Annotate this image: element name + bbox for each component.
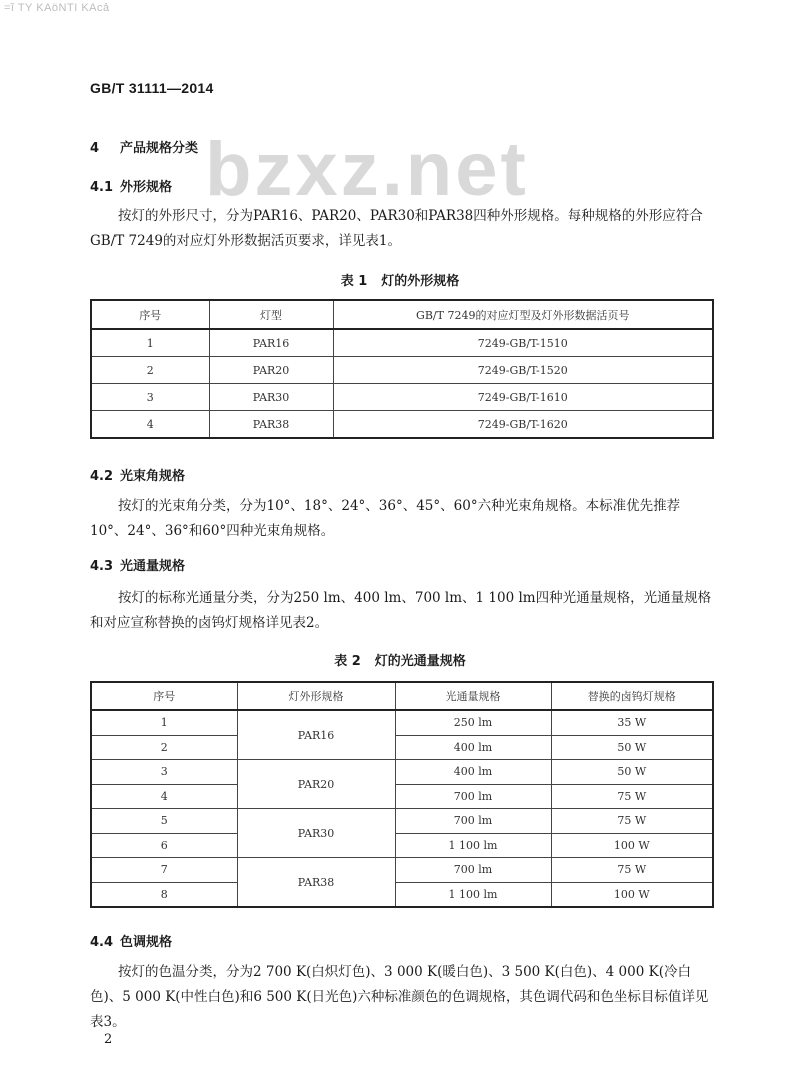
section-4-4-body	[90, 960, 716, 1035]
table-cell: 7249-GB/T-1620	[333, 411, 713, 439]
table-cell: 1	[91, 710, 237, 735]
paragraph-text: 按灯的外形尺寸，分为PAR16、PAR20、PAR30和PAR38四种外形规格。每种规格的外形应符合GB/T 7249的对应灯外形数据活页要求，详见表1。	[90, 208, 703, 249]
table-row	[91, 858, 713, 883]
column-header: 序号	[91, 682, 237, 710]
table-row	[91, 760, 713, 785]
table-row	[91, 411, 713, 439]
scan-header-mark: =ĩ TY KAöNTI KAcả	[4, 2, 110, 14]
caption-title: 灯的外形规格	[381, 274, 460, 289]
table-cell: 1	[91, 329, 209, 357]
column-header: 替换的卤钨灯规格	[551, 682, 713, 710]
section-title: 产品规格分类	[120, 141, 199, 156]
table-cell: 7	[91, 858, 237, 883]
section-number: 4	[90, 141, 100, 156]
table-cell: 4	[91, 784, 237, 809]
table-cell: 50 W	[551, 760, 713, 785]
table-row	[91, 329, 713, 357]
table-cell-shape: PAR20	[237, 760, 395, 809]
table-cell: 6	[91, 833, 237, 858]
section-4-3-heading	[90, 555, 185, 574]
table-cell: 8	[91, 882, 237, 907]
section-4-1-heading	[90, 176, 172, 195]
column-header: 灯外形规格	[237, 682, 395, 710]
table-row	[91, 735, 713, 760]
section-4-1-body	[90, 204, 716, 254]
table-1-caption	[0, 270, 800, 289]
section-4-2-heading	[90, 465, 185, 484]
table-header-row	[91, 300, 713, 329]
watermark: bzxz.net	[205, 127, 529, 212]
section-4-2-body	[90, 494, 716, 544]
table-cell: 2	[91, 735, 237, 760]
section-title: 外形规格	[120, 180, 173, 195]
table-cell: 75 W	[551, 809, 713, 834]
table-cell: 2	[91, 357, 209, 384]
table-row	[91, 784, 713, 809]
table-2	[90, 681, 714, 908]
column-header: 光通量规格	[395, 682, 551, 710]
paragraph-text: 按灯的光束角分类，分为10°、18°、24°、36°、45°、60°六种光束角规格。本标准优先推荐10°、24°、36°和60°四种光束角规格。	[90, 498, 681, 539]
section-title: 光束角规格	[120, 469, 186, 484]
table-cell-shape: PAR38	[237, 858, 395, 908]
table-cell-shape: PAR30	[237, 809, 395, 858]
table-row	[91, 384, 713, 411]
table-row	[91, 882, 713, 907]
section-number: 4.3	[90, 559, 114, 574]
table-row	[91, 809, 713, 834]
table-cell: 700 lm	[395, 784, 551, 809]
table-cell: 50 W	[551, 735, 713, 760]
table-cell: 100 W	[551, 882, 713, 907]
table-cell-shape: PAR16	[237, 710, 395, 760]
table-cell: 1 100 lm	[395, 882, 551, 907]
table-cell: 7249-GB/T-1610	[333, 384, 713, 411]
table-cell: 5	[91, 809, 237, 834]
table-row	[91, 357, 713, 384]
table-cell: 35 W	[551, 710, 713, 735]
table-cell: 700 lm	[395, 809, 551, 834]
caption-title: 灯的光通量规格	[374, 654, 466, 669]
table-row	[91, 833, 713, 858]
table-2-caption	[0, 650, 800, 669]
section-title: 光通量规格	[120, 559, 186, 574]
caption-label: 表 1	[340, 274, 368, 289]
section-number: 4.2	[90, 469, 114, 484]
section-number: 4.1	[90, 180, 114, 195]
table-cell: 700 lm	[395, 858, 551, 883]
section-title: 色调规格	[120, 935, 173, 950]
paragraph-text: 按灯的色温分类，分为2 700 K(白炽灯色)、3 000 K(暖白色)、3 500 K(白色)、4 000 K(冷白色)、5 000 K(中性白色)和6 500 K(日光色)六种标准颜色的色调规格，其色调代码和色坐标目标值详见表3。	[90, 964, 709, 1030]
section-number: 4.4	[90, 935, 114, 950]
column-header: GB/T 7249的对应灯型及灯外形数据活页号	[333, 300, 713, 329]
table-cell: PAR30	[209, 384, 333, 411]
column-header: 序号	[91, 300, 209, 329]
table-cell: 3	[91, 384, 209, 411]
table-1	[90, 299, 714, 439]
table-cell: 7249-GB/T-1520	[333, 357, 713, 384]
table-cell: 3	[91, 760, 237, 785]
section-4-4-heading	[90, 931, 172, 950]
table-cell: 75 W	[551, 784, 713, 809]
table-cell: PAR20	[209, 357, 333, 384]
paragraph-text: 按灯的标称光通量分类，分为250 lm、400 lm、700 lm、1 100 lm四种光通量规格，光通量规格和对应宣称替换的卤钨灯规格详见表2。	[90, 590, 712, 631]
table-row	[91, 710, 713, 735]
column-header: 灯型	[209, 300, 333, 329]
table-cell: PAR38	[209, 411, 333, 439]
table-cell: PAR16	[209, 329, 333, 357]
page-number: 2	[104, 1032, 113, 1047]
table-header-row	[91, 682, 713, 710]
table-cell: 4	[91, 411, 209, 439]
table-cell: 75 W	[551, 858, 713, 883]
caption-label: 表 2	[334, 654, 361, 669]
table-cell: 7249-GB/T-1510	[333, 329, 713, 357]
section-4-heading	[90, 137, 198, 156]
table-cell: 100 W	[551, 833, 713, 858]
section-4-3-body	[90, 586, 716, 636]
table-cell: 1 100 lm	[395, 833, 551, 858]
standard-code: GB/T 31111—2014	[90, 80, 214, 96]
table-cell: 250 lm	[395, 710, 551, 735]
table-cell: 400 lm	[395, 735, 551, 760]
table-cell: 400 lm	[395, 760, 551, 785]
